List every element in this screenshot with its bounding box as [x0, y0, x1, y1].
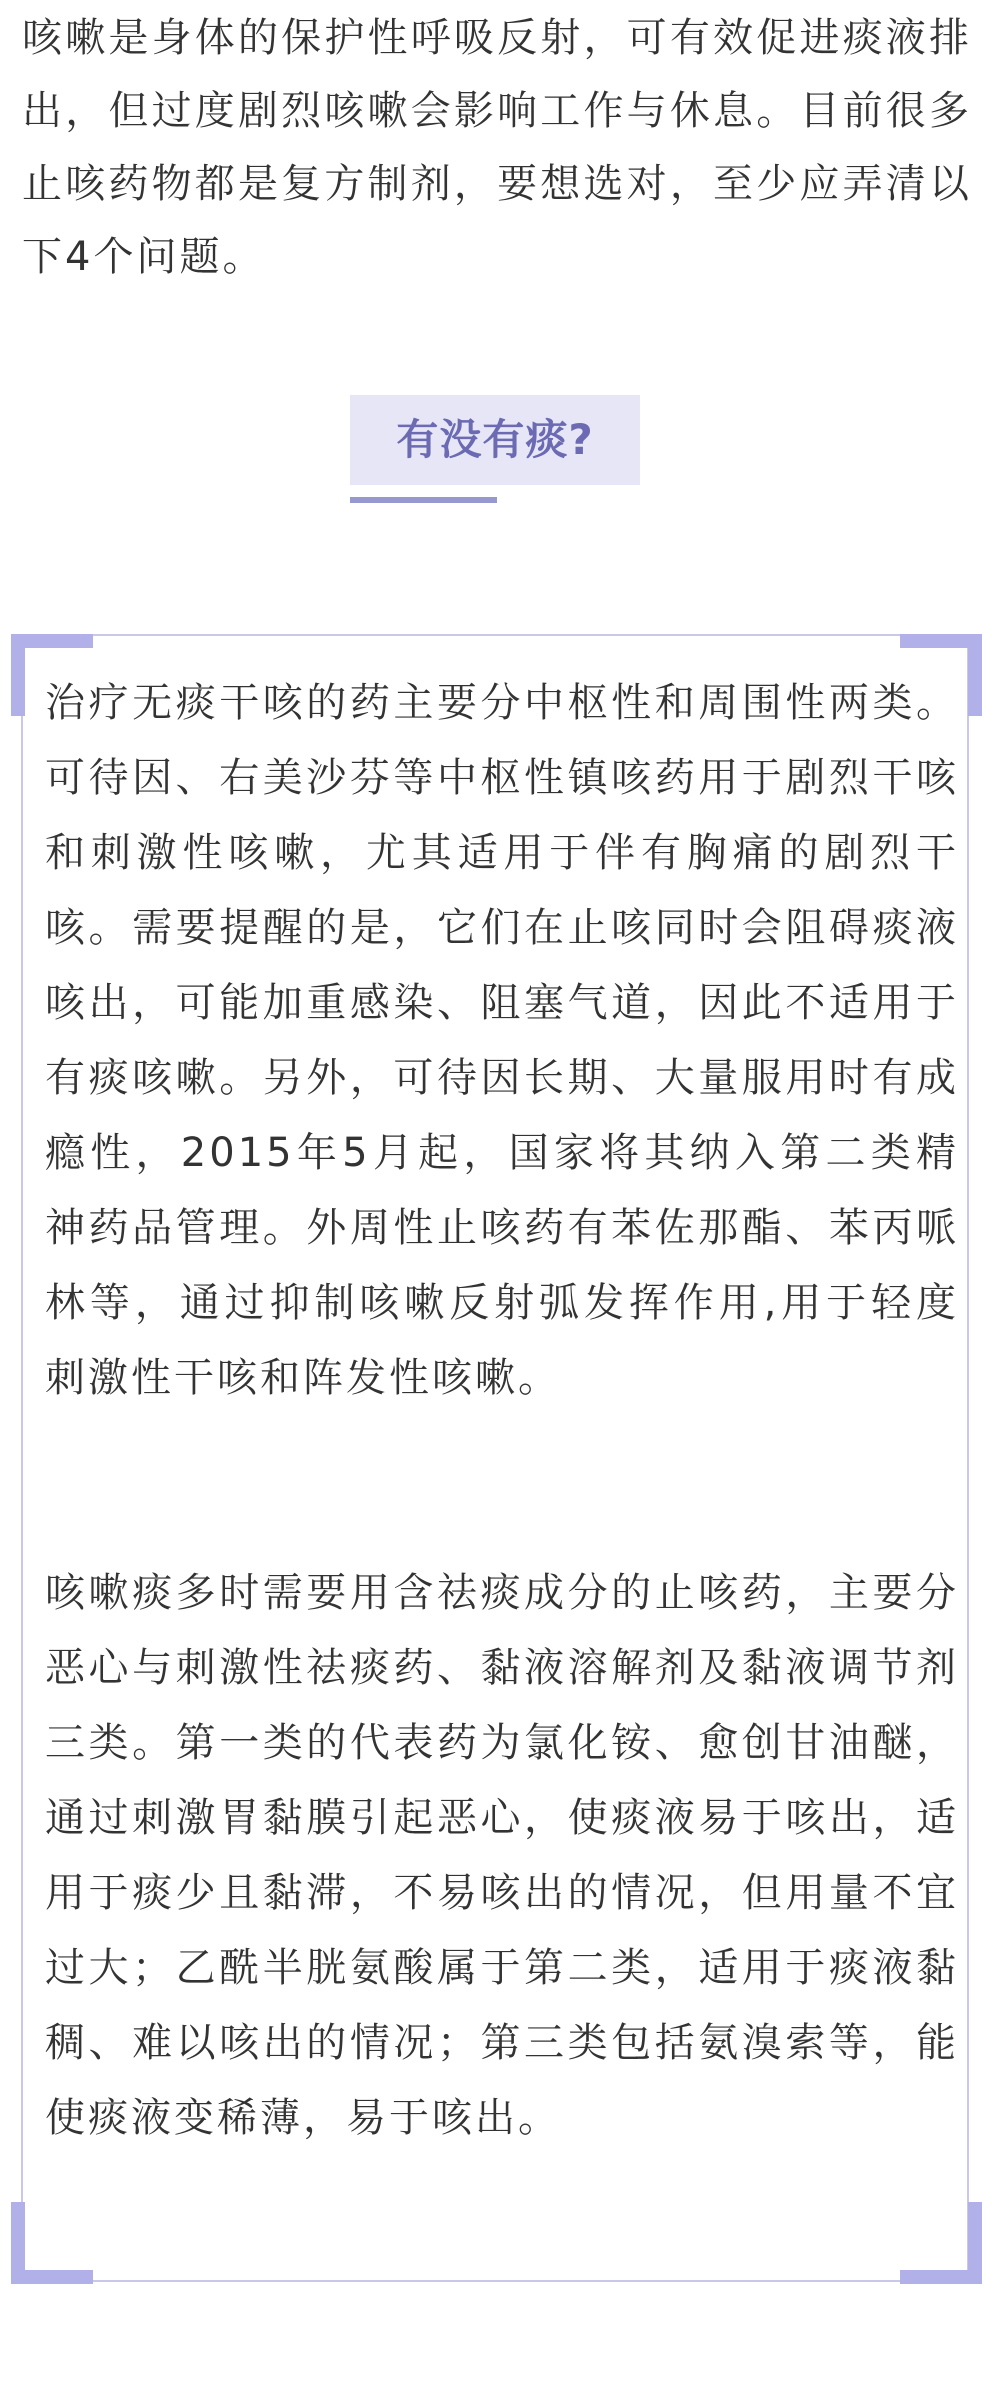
- card-paragraph-dry-cough: 治疗无痰干咳的药主要分中枢性和周围性两类。可待因、右美沙芬等中枢性镇咳药用于剧烈干咳和刺激性咳嗽，尤其适用于伴有胸痛的剧烈干咳。需要提醒的是，它们在止咳同时会阻碍痰液咳出，可能加重感染、阻塞气道，因此不适用于有痰咳嗽。另外，可待因长期、大量服用时有成瘾性，2015年5月起，国家将其纳入第二类精神药品管理。外周性止咳药有苯佐那酯、苯丙哌林等，通过抑制咳嗽反射弧发挥作用,用于轻度刺激性干咳和阵发性咳嗽。: [45, 680, 959, 1401]
- section-heading-title: 有没有痰?: [396, 415, 594, 464]
- intro-paragraph: 咳嗽是身体的保护性呼吸反射，可有效促进痰液排出，但过度剧烈咳嗽会影响工作与休息。目前很多止咳药物都是复方制剂，要想选对，至少应弄清以下4个问题。: [22, 15, 972, 280]
- corner-decoration-bottom-left-vertical: [11, 2202, 25, 2284]
- corner-decoration-top-right-vertical: [968, 634, 982, 716]
- section-heading: [350, 395, 640, 505]
- section-heading-underline: [350, 497, 497, 503]
- corner-decoration-bottom-right-vertical: [968, 2202, 982, 2284]
- card-paragraph-phlegm-cough: 咳嗽痰多时需要用含祛痰成分的止咳药，主要分恶心与刺激性祛痰药、黏液溶解剂及黏液调节剂三类。第一类的代表药为氯化铵、愈创甘油醚，通过刺激胃黏膜引起恶心，使痰液易于咳出，适用于痰少且黏滞，不易咳出的情况，但用量不宜过大；乙酰半胱氨酸属于第二类，适用于痰液黏稠、难以咳出的情况；第三类包括氨溴索等，能使痰液变稀薄，易于咳出。: [45, 1570, 959, 2141]
- content-card: [11, 634, 982, 2284]
- corner-decoration-top-left-vertical: [11, 634, 25, 716]
